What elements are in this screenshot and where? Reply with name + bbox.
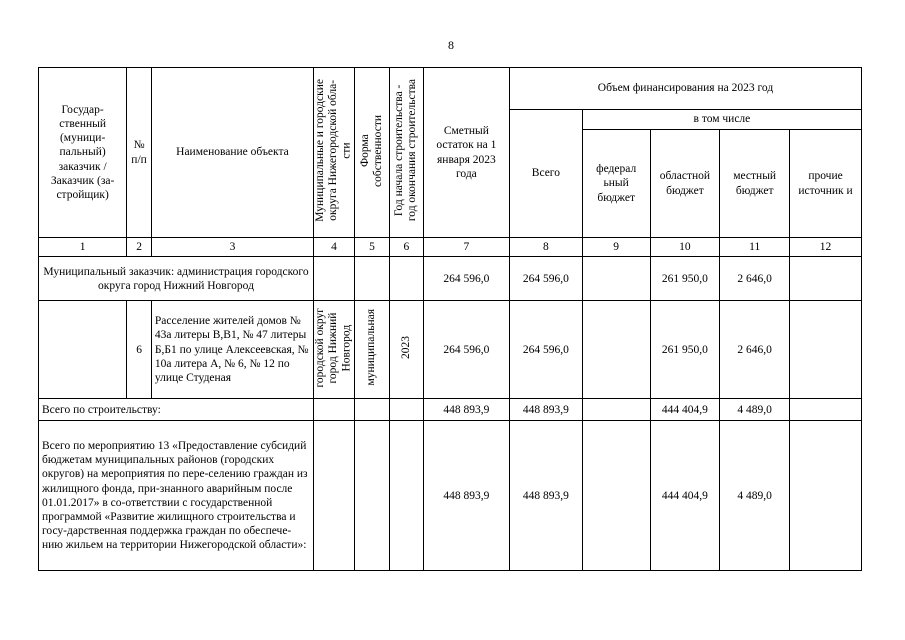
col-num: 11 bbox=[720, 238, 790, 257]
header-district-line2: округа Нижегородской обла- bbox=[327, 80, 340, 221]
total-measure-regional: 444 404,9 bbox=[650, 421, 720, 571]
total-measure-other bbox=[790, 421, 862, 571]
header-federal: федерал ьный бюджет bbox=[582, 130, 650, 238]
header-years bbox=[389, 68, 423, 238]
object-other bbox=[790, 301, 862, 399]
customer-estimate: 264 596,0 bbox=[423, 257, 509, 301]
object-estimate: 264 596,0 bbox=[423, 301, 509, 399]
total-measure-total: 448 893,9 bbox=[509, 421, 582, 571]
col-num: 5 bbox=[355, 238, 390, 257]
total-measure-local: 4 489,0 bbox=[720, 421, 790, 571]
empty-cell bbox=[389, 421, 423, 571]
col-num: 9 bbox=[582, 238, 650, 257]
col-num: 4 bbox=[314, 238, 355, 257]
header-ownership-line2: собственности bbox=[371, 114, 384, 187]
header-ownership bbox=[355, 68, 390, 238]
table-row-total-measure bbox=[39, 421, 862, 571]
object-regional: 261 950,0 bbox=[650, 301, 720, 399]
header-years-line2: год окончания строительства bbox=[406, 79, 419, 222]
total-construction-estimate: 448 893,9 bbox=[423, 399, 509, 421]
header-district-line3: сти bbox=[340, 142, 353, 159]
header-years-line1: Год начала строительства - bbox=[393, 84, 406, 217]
header-local: местный бюджет bbox=[720, 130, 790, 238]
customer-label: Муниципальный заказчик: администрация городского округа город Нижний Новгород bbox=[39, 257, 314, 301]
column-numbers-row bbox=[39, 238, 862, 257]
header-customer: Государ-ственный (муници-пальный) заказчик / Заказчик (за-стройщик) bbox=[39, 68, 127, 238]
header-object-name: Наименование объекта bbox=[151, 68, 313, 238]
col-num: 7 bbox=[423, 238, 509, 257]
header-district-line1: Муниципальные и городские bbox=[314, 79, 327, 222]
object-district bbox=[314, 301, 355, 399]
col-num: 1 bbox=[39, 238, 127, 257]
empty-cell bbox=[39, 301, 127, 399]
empty-cell bbox=[389, 257, 423, 301]
object-ownership-text: муниципальная bbox=[365, 309, 378, 386]
object-ownership bbox=[355, 301, 390, 399]
object-local: 2 646,0 bbox=[720, 301, 790, 399]
total-construction-local: 4 489,0 bbox=[720, 399, 790, 421]
funding-table bbox=[38, 67, 862, 571]
header-funding-group: Объем финансирования на 2023 год bbox=[509, 68, 861, 110]
total-construction-federal bbox=[582, 399, 650, 421]
total-measure-estimate: 448 893,9 bbox=[423, 421, 509, 571]
total-measure-label: Всего по мероприятию 13 «Предоставление субсидий бюджетам муниципальных районов (городских округов) на мероприятия по пере-селению граждан из жилищного фонда, при-знанного аварийным после 01.01.2017» в со-ответствии с государственной программой «Развитие жилищного строительства и госу-дарственная поддержка граждан по обеспече-нию жильем на территории Нижегородской области»: bbox=[39, 421, 314, 571]
empty-cell bbox=[355, 421, 390, 571]
object-district-line3: Новгород bbox=[340, 324, 353, 371]
header-regional: областной бюджет bbox=[650, 130, 720, 238]
object-total: 264 596,0 bbox=[509, 301, 582, 399]
header-district bbox=[314, 68, 355, 238]
empty-cell bbox=[355, 257, 390, 301]
empty-cell bbox=[314, 399, 355, 421]
customer-other bbox=[790, 257, 862, 301]
total-construction-label: Всего по строительству: bbox=[39, 399, 314, 421]
col-num: 2 bbox=[127, 238, 152, 257]
object-number: 6 bbox=[127, 301, 152, 399]
table-row-total-construction bbox=[39, 399, 862, 421]
customer-total: 264 596,0 bbox=[509, 257, 582, 301]
table-row-customer bbox=[39, 257, 862, 301]
table-row-object bbox=[39, 301, 862, 399]
header-ownership-line1: Форма bbox=[358, 134, 371, 167]
col-num: 6 bbox=[389, 238, 423, 257]
header-including: в том числе bbox=[582, 110, 861, 130]
object-federal bbox=[582, 301, 650, 399]
total-construction-total: 448 893,9 bbox=[509, 399, 582, 421]
col-num: 12 bbox=[790, 238, 862, 257]
object-year bbox=[389, 301, 423, 399]
header-estimate-balance: Сметный остаток на 1 января 2023 года bbox=[423, 68, 509, 238]
empty-cell bbox=[389, 399, 423, 421]
col-num: 10 bbox=[650, 238, 720, 257]
col-num: 8 bbox=[509, 238, 582, 257]
col-num: 3 bbox=[151, 238, 313, 257]
total-construction-regional: 444 404,9 bbox=[650, 399, 720, 421]
total-construction-other bbox=[790, 399, 862, 421]
empty-cell bbox=[314, 257, 355, 301]
customer-federal bbox=[582, 257, 650, 301]
empty-cell bbox=[314, 421, 355, 571]
customer-regional: 261 950,0 bbox=[650, 257, 720, 301]
total-measure-federal bbox=[582, 421, 650, 571]
header-other: прочие источник и bbox=[790, 130, 862, 238]
object-name: Расселение жителей домов № 43а литеры В,В1, № 47 литеры Б,Б1 по улице Алексеевская, № 10а литера А, № 6, № 12 по улице Студеная bbox=[151, 301, 313, 399]
header-number: № п/п bbox=[127, 68, 152, 238]
page-number: 8 bbox=[448, 38, 454, 52]
customer-local: 2 646,0 bbox=[720, 257, 790, 301]
object-district-line2: город Нижний bbox=[327, 312, 340, 383]
empty-cell bbox=[355, 399, 390, 421]
header-total: Всего bbox=[509, 110, 582, 238]
object-district-line1: городской округ bbox=[314, 307, 327, 388]
object-year-text: 2023 bbox=[399, 336, 412, 359]
